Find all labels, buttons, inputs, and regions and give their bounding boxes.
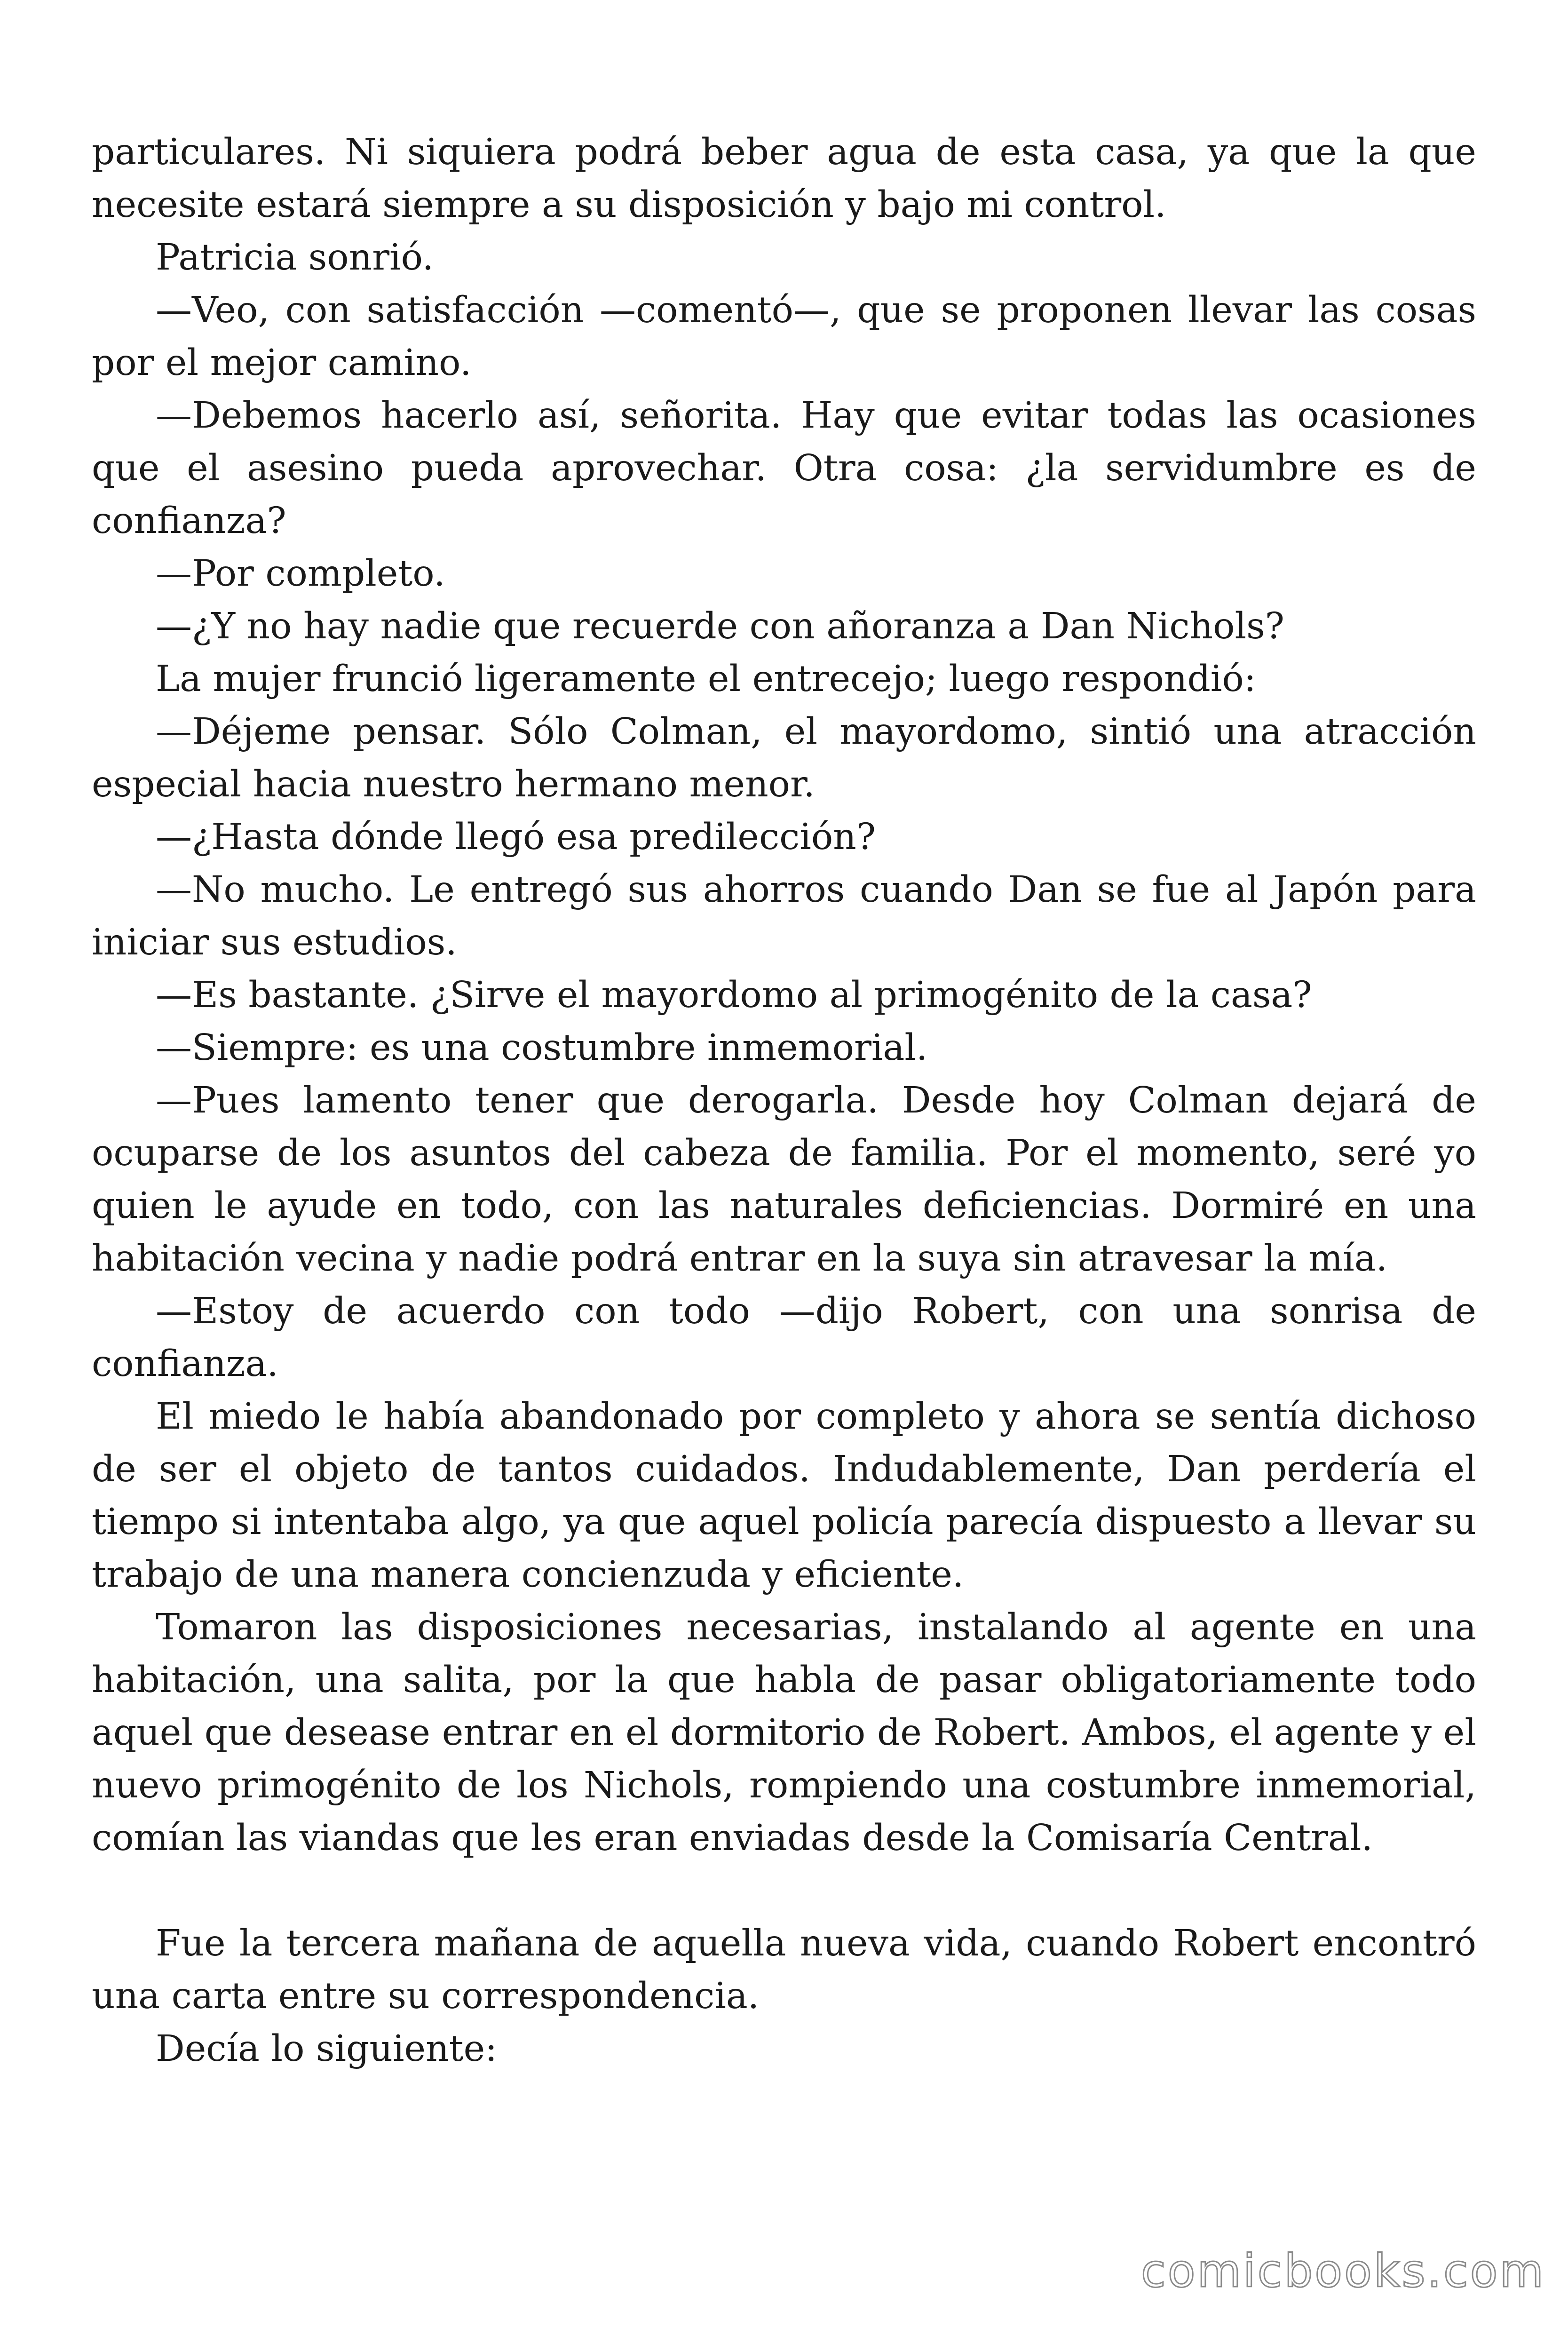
paragraph: Decía lo siguiente: [156,2028,498,2070]
paragraph: La mujer frunció ligeramente el entrecejo; luego respondió: [156,658,1256,700]
paragraph: Fue la tercera mañana de aquella nueva vida, cuando Robert encontró una carta entre su correspondencia. [92,1923,1476,2017]
paragraph: —Veo, con satisfacción —comentó—, que se proponen llevar las cosas por el mejor camino. [92,289,1476,384]
paragraph: El miedo le había abandonado por completo y ahora se sentía dichoso de ser el objeto de tantos cuidados. Indudablemente, Dan perdería el tiempo si intentaba algo, ya que aquel policía parecía dispuesto a llevar su trabajo de una manera concienzuda y eficiente. [92,1396,1476,1596]
paragraph: —Pues lamento tener que derogarla. Desde hoy Colman dejará de ocuparse de los asuntos del cabeza de familia. Por el momento, seré yo quien le ayude en todo, con las naturales deficiencias. Dormiré en una habitación vecina y nadie podrá entrar en la suya sin atravesar la mía. [92,1080,1476,1279]
paragraph: —Estoy de acuerdo con todo —dijo Robert, con una sonrisa de confianza. [92,1290,1476,1385]
paragraph: —Por completo. [156,553,445,595]
watermark: comicbooks.com [1140,2245,1545,2297]
paragraph: —Déjeme pensar. Sólo Colman, el mayordomo, sintió una atracción especial hacia nuestro hermano menor. [92,711,1476,805]
paragraph: —Siempre: es una costumbre inmemorial. [156,1027,928,1069]
page-body [92,126,1476,2075]
paragraph: particulares. Ni siquiera podrá beber agua de esta casa, ya que la que necesite estará siempre a su disposición y bajo mi control. [92,131,1476,226]
paragraph: Tomaron las disposiciones necesarias, instalando al agente en una habitación, una salita, por la que habla de pasar obligatoriamente todo aquel que desease entrar en el dormitorio de Robert. Ambos, el agente y el nuevo primogénito de los Nichols, rompiendo una costumbre inmemorial, comían las viandas que les eran enviadas desde la Comisaría Central. [92,1606,1476,1859]
paragraph: —Es bastante. ¿Sirve el mayordomo al primogénito de la casa? [156,974,1312,1016]
paragraph: Patricia sonrió. [156,237,434,278]
paragraph: —Debemos hacerlo así, señorita. Hay que evitar todas las ocasiones que el asesino pueda aprovechar. Otra cosa: ¿la servidumbre es de confianza? [92,395,1476,542]
paragraph: —¿Y no hay nadie que recuerde con añoranza a Dan Nichols? [156,605,1284,647]
paragraph: —¿Hasta dónde llegó esa predilección? [156,816,876,858]
paragraph: —No mucho. Le entregó sus ahorros cuando Dan se fue al Japón para iniciar sus estudios. [92,869,1476,963]
